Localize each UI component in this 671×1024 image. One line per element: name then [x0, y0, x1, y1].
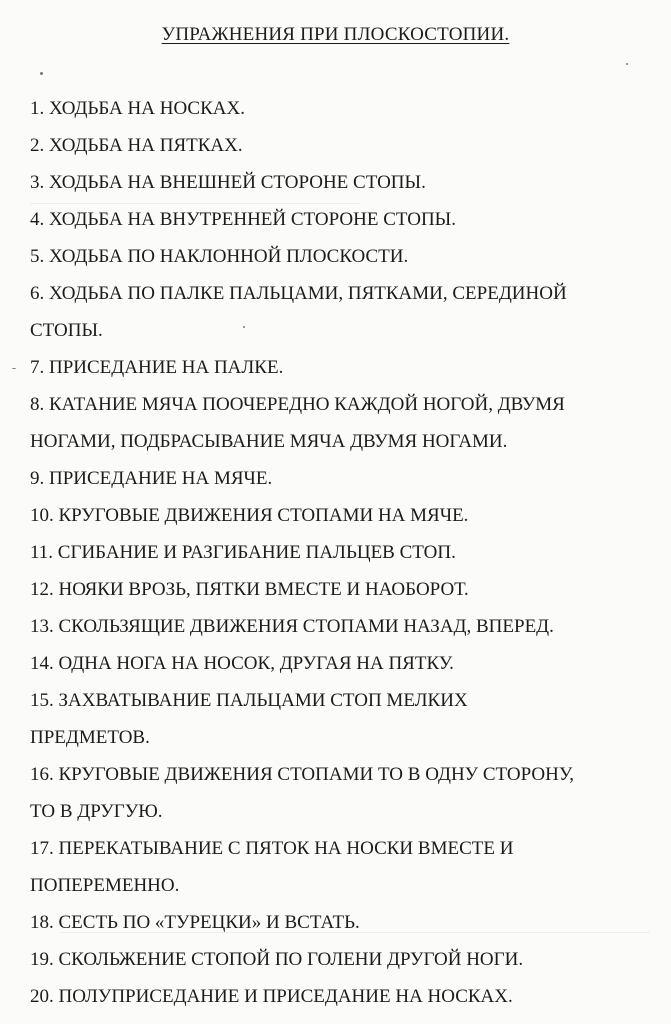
list-line: 6. ХОДЬБА ПО ПАЛКЕ ПАЛЬЦАМИ, ПЯТКАМИ, СЕРЕДИНОЙ: [30, 283, 567, 304]
scan-speck: [40, 72, 43, 75]
list-line: 1. ХОДЬБА НА НОСКАХ.: [30, 98, 245, 119]
document-title: [0, 24, 671, 46]
list-line: СТОПЫ.: [30, 320, 103, 341]
list-line: 19. СКОЛЬЖЕНИЕ СТОПОЙ ПО ГОЛЕНИ ДРУГОЙ НОГИ.: [30, 949, 524, 970]
list-line: 12. НОЯКИ ВРОЗЬ, ПЯТКИ ВМЕСТЕ И НАОБОРОТ.: [30, 579, 469, 600]
list-line: 2. ХОДЬБА НА ПЯТКАХ.: [30, 135, 243, 156]
scan-speck: [626, 63, 628, 65]
list-line: 8. КАТАНИЕ МЯЧА ПООЧЕРЕДНО КАЖДОЙ НОГОЙ, ДВУМЯ: [30, 394, 565, 415]
list-line: ПРЕДМЕТОВ.: [30, 727, 150, 748]
exercise-list: [30, 90, 670, 1015]
list-line: 7. ПРИСЕДАНИЕ НА ПАЛКЕ.: [30, 357, 284, 378]
list-line: 14. ОДНА НОГА НА НОСОК, ДРУГАЯ НА ПЯТКУ.: [30, 653, 454, 674]
list-line: ТО В ДРУГУЮ.: [30, 801, 163, 822]
scan-speck: [12, 368, 16, 369]
list-line: 17. ПЕРЕКАТЫВАНИЕ С ПЯТОК НА НОСКИ ВМЕСТЕ И: [30, 838, 514, 859]
document-title-text: УПРАЖНЕНИЯ ПРИ ПЛОСКОСТОПИИ.: [161, 24, 510, 45]
list-line: 3. ХОДЬБА НА ВНЕШНЕЙ СТОРОНЕ СТОПЫ.: [30, 172, 426, 193]
list-line: ПОПЕРЕМЕННО.: [30, 875, 180, 896]
list-line: НОГАМИ, ПОДБРАСЫВАНИЕ МЯЧА ДВУМЯ НОГАМИ.: [30, 431, 508, 452]
list-line: 20. ПОЛУПРИСЕДАНИЕ И ПРИСЕДАНИЕ НА НОСКАХ.: [30, 986, 513, 1007]
list-line: 13. СКОЛЬЗЯЩИЕ ДВИЖЕНИЯ СТОПАМИ НАЗАД, ВПЕРЕД.: [30, 616, 554, 637]
list-line: 18. СЕСТЬ ПО «ТУРЕЦКИ» И ВСТАТЬ.: [30, 912, 360, 933]
list-line: 16. КРУГОВЫЕ ДВИЖЕНИЯ СТОПАМИ ТО В ОДНУ СТОРОНУ,: [30, 764, 574, 785]
list-line: 10. КРУГОВЫЕ ДВИЖЕНИЯ СТОПАМИ НА МЯЧЕ.: [30, 505, 469, 526]
list-line: 9. ПРИСЕДАНИЕ НА МЯЧЕ.: [30, 468, 273, 489]
list-line: 15. ЗАХВАТЫВАНИЕ ПАЛЬЦАМИ СТОП МЕЛКИХ: [30, 690, 468, 711]
list-line: 4. ХОДЬБА НА ВНУТРЕННЕЙ СТОРОНЕ СТОПЫ.: [30, 209, 457, 230]
list-line: 11. СГИБАНИЕ И РАЗГИБАНИЕ ПАЛЬЦЕВ СТОП.: [30, 542, 456, 563]
list-line: 5. ХОДЬБА ПО НАКЛОННОЙ ПЛОСКОСТИ.: [30, 246, 409, 267]
